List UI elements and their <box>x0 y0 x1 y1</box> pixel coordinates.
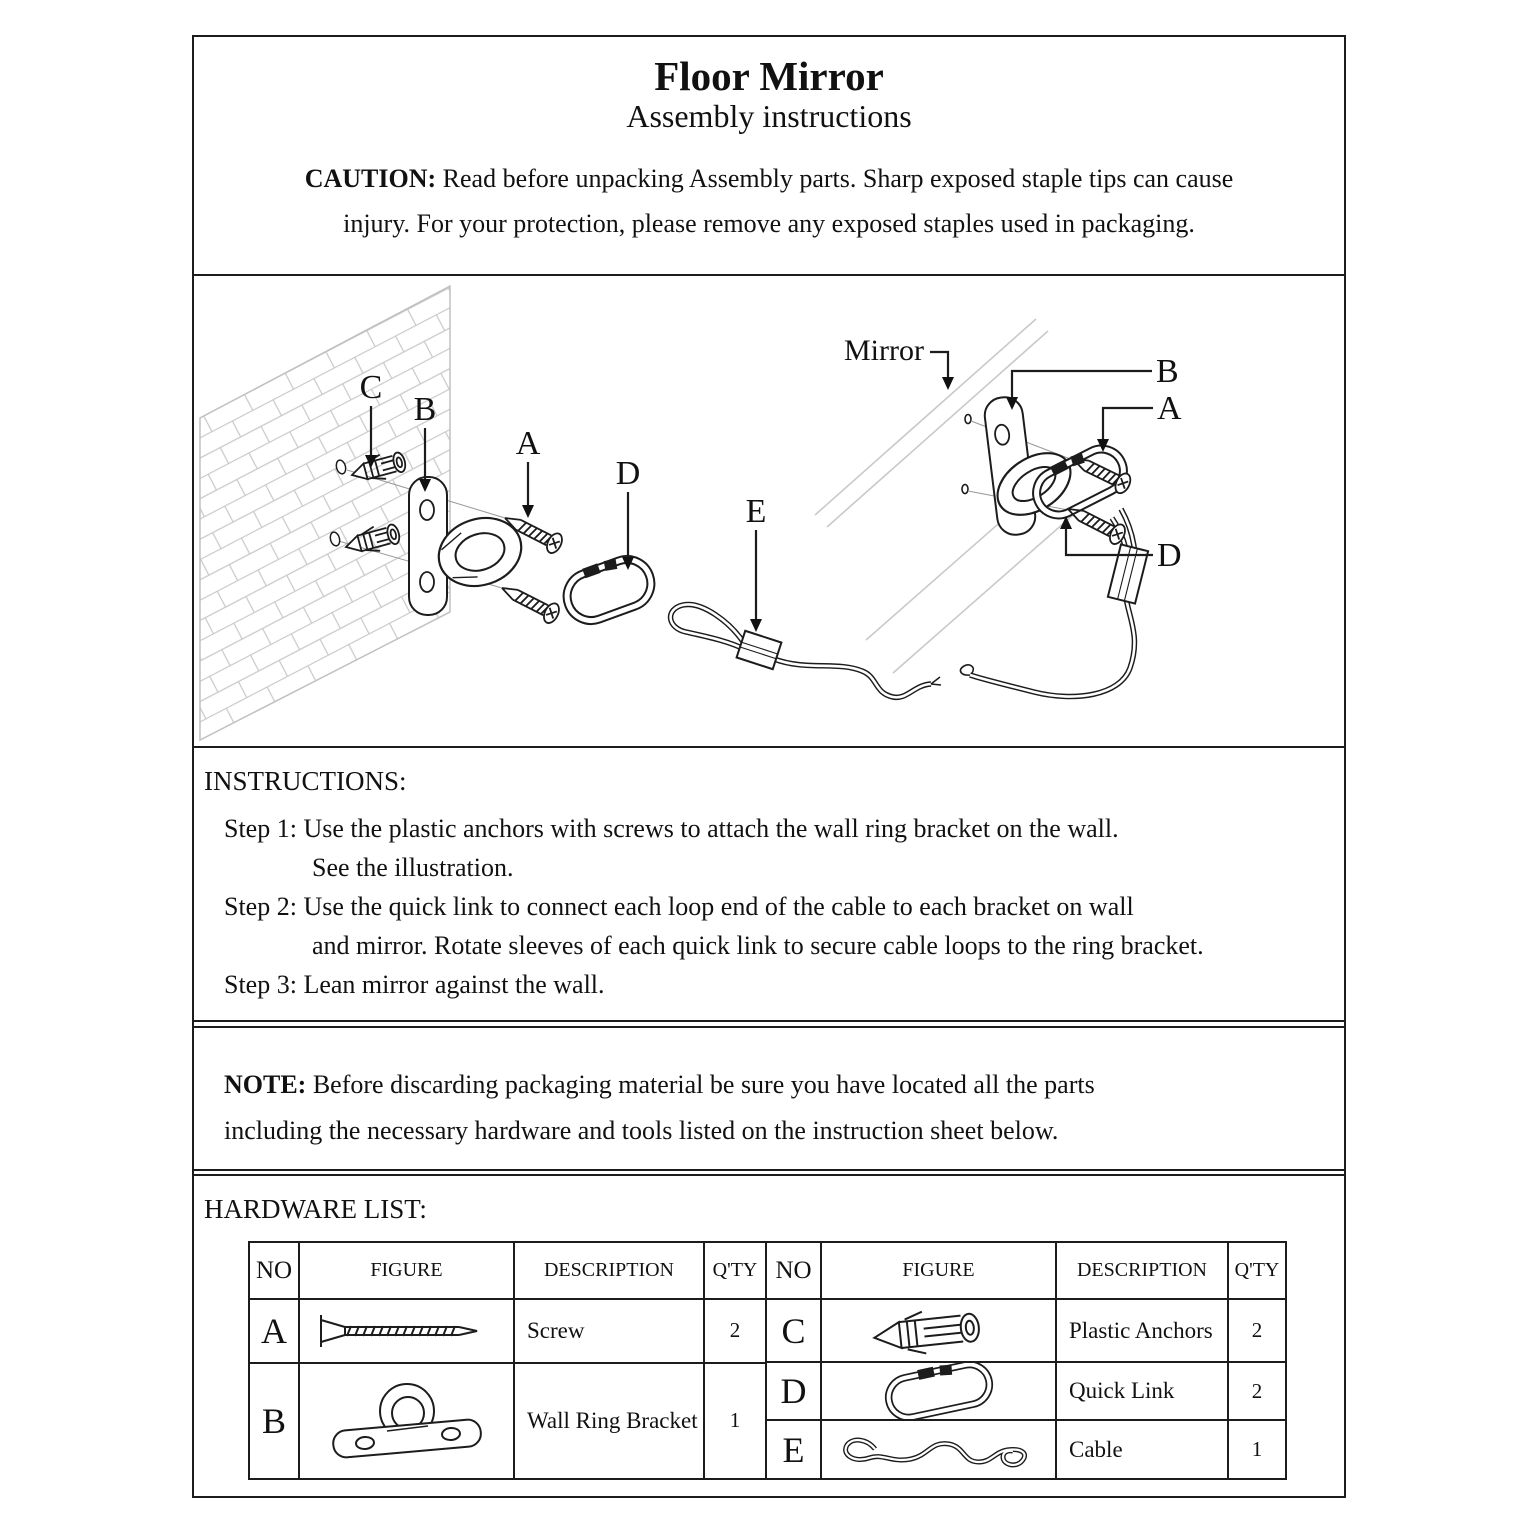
cable-icon <box>831 1423 1046 1477</box>
header-figure: FIGURE <box>299 1242 514 1299</box>
caution-line-2: injury. For your protection, please remove any exposed staples used in packaging. <box>343 209 1195 239</box>
pilot-hole <box>965 415 971 424</box>
assembly-diagram <box>194 278 1342 742</box>
part-no: D <box>766 1362 821 1420</box>
step-1-label: Step 1: <box>224 814 297 843</box>
table-row <box>766 1420 1286 1479</box>
note-line-1 <box>194 1062 1344 1108</box>
mirror-assembly <box>844 334 1182 697</box>
cable-sleeve <box>737 631 782 669</box>
header-no: NO <box>766 1242 821 1299</box>
label-b: B <box>413 391 437 428</box>
header-description: DESCRIPTION <box>1056 1242 1228 1299</box>
page-title: Floor Mirror <box>654 53 884 99</box>
header-figure: FIGURE <box>821 1242 1056 1299</box>
quick-link-icon <box>874 1363 1004 1419</box>
step-2-line-2: and mirror. Rotate sleeves of each quick link to secure cable loops to the ring bracket. <box>312 931 1204 960</box>
label-d: D <box>615 455 641 492</box>
cable-sleeve <box>1108 544 1148 603</box>
table-row <box>766 1362 1286 1420</box>
step-1-text: Use the plastic anchors with screws to attach the wall ring bracket on the wall. <box>303 814 1119 843</box>
title-section <box>194 37 1344 276</box>
header-qty: Q'TY <box>1228 1242 1286 1299</box>
header-description: DESCRIPTION <box>514 1242 704 1299</box>
step-3-text: Lean mirror against the wall. <box>303 970 605 999</box>
part-qty: 2 <box>1228 1362 1286 1420</box>
screw-figure <box>299 1299 514 1362</box>
table-row <box>249 1299 766 1362</box>
part-description: Plastic Anchors <box>1056 1299 1228 1362</box>
screw-illustration <box>497 579 562 626</box>
instructions-heading: INSTRUCTIONS: <box>204 766 407 796</box>
step-2-line-1 <box>194 887 1344 926</box>
step-2-text: Use the quick link to connect each loop end of the cable to each bracket on wall <box>303 892 1134 921</box>
part-no: A <box>249 1299 299 1362</box>
step-3-label: Step 3: <box>224 970 297 999</box>
plastic-anchor-figure <box>821 1299 1056 1362</box>
cable-illustration <box>671 605 941 698</box>
note-line-2: including the necessary hardware and tools listed on the instruction sheet below. <box>224 1116 1059 1145</box>
label-d-right: D <box>1157 537 1182 574</box>
part-qty: 1 <box>704 1363 766 1480</box>
part-description: Screw <box>514 1299 704 1362</box>
label-a: A <box>515 425 541 462</box>
part-no: E <box>766 1420 821 1479</box>
note-label: NOTE: <box>224 1070 307 1099</box>
caution-line-1 <box>194 156 1344 201</box>
part-no: C <box>766 1299 821 1362</box>
step-3-line-1 <box>194 965 1344 1004</box>
page-subtitle: Assembly instructions <box>626 98 912 135</box>
caution-text-1: Read before unpacking Assembly parts. Sharp exposed staple tips can cause <box>442 164 1234 194</box>
part-description: Cable <box>1056 1420 1228 1479</box>
hardware-table-left <box>248 1241 767 1480</box>
part-no: B <box>249 1363 299 1480</box>
step-2-label: Step 2: <box>224 892 297 921</box>
screw-icon <box>307 1310 507 1352</box>
step-1-line-1 <box>194 809 1344 848</box>
part-qty: 2 <box>704 1299 766 1362</box>
wall-ring-bracket-icon <box>327 1373 487 1469</box>
note-section <box>194 1028 1344 1171</box>
table-header-row <box>249 1242 766 1299</box>
label-b-right: B <box>1156 353 1179 390</box>
note-text-1: Before discarding packaging material be sure you have located all the parts <box>312 1070 1095 1099</box>
wall-assembly <box>329 369 941 697</box>
table-header-row <box>766 1242 1286 1299</box>
caution-label: CAUTION: <box>304 164 437 194</box>
hardware-heading: HARDWARE LIST: <box>204 1194 427 1224</box>
part-qty: 1 <box>1228 1420 1286 1479</box>
step-1-line-2: See the illustration. <box>312 853 514 882</box>
part-qty: 2 <box>1228 1299 1286 1362</box>
part-description: Wall Ring Bracket <box>514 1363 704 1480</box>
quick-link-figure <box>821 1362 1056 1420</box>
label-mirror: Mirror <box>844 334 924 367</box>
label-a-right: A <box>1157 390 1182 427</box>
quick-link-illustration <box>559 548 658 627</box>
caution-paragraph <box>194 156 1344 246</box>
table-row <box>249 1363 766 1480</box>
label-c: C <box>359 369 383 406</box>
wall-ring-bracket-figure <box>299 1363 514 1480</box>
cable-figure <box>821 1420 1056 1479</box>
header-no: NO <box>249 1242 299 1299</box>
part-description: Quick Link <box>1056 1362 1228 1420</box>
table-row <box>766 1299 1286 1362</box>
label-e: E <box>745 493 767 530</box>
wall-ring-bracket-illustration <box>409 477 530 615</box>
plastic-anchor-icon <box>864 1305 1014 1357</box>
hardware-section <box>194 1176 1344 1496</box>
header-qty: Q'TY <box>704 1242 766 1299</box>
instructions-section <box>194 748 1344 1022</box>
diagram-section <box>194 276 1344 748</box>
hardware-table <box>248 1241 1344 1480</box>
document-page <box>192 35 1346 1498</box>
pilot-hole <box>962 485 968 494</box>
hardware-table-right <box>765 1241 1287 1480</box>
